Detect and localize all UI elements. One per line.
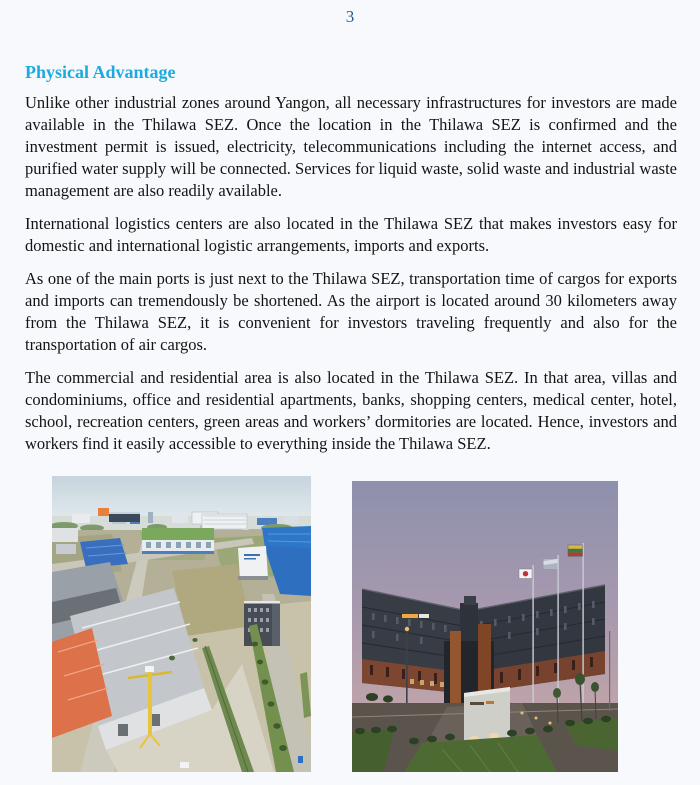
page-number: 3 (345, 7, 355, 26)
paragraph-logistics: International logistics centers are also located in the Thilawa SEZ that makes investors easy for domestic and international logistic arrangements, imports and exports. (25, 214, 677, 255)
paragraph-commercial-area: The commercial and residential area is also located in the Thilawa SEZ. In that area, villas and condominiums, office and residential apartments, banks, shopping centers, medical center, hotel, school, recreation centers, green areas and workers’ dormitories are located. Hence, investors and workers find it easily accessible to everything inside the Thilawa SEZ. (25, 368, 677, 453)
aerial-photo-illustration (52, 476, 311, 772)
paragraph-infrastructure: Unlike other industrial zones around Yangon, all necessary infrastructures for investors are made available in the Thilawa SEZ. Once the location in the Thilawa SEZ is confirmed and the investment permit is issued, electricity, telecommunications including the internet access, and purified water supply will be connected. Services for liquid waste, solid waste and industrial waste management are also readily available. (25, 93, 677, 200)
paragraph-transportation: As one of the main ports is just next to the Thilawa SEZ, transportation time of cargos for exports and imports can tremendously be shortened. As the airport is located around 30 kilometers away from the Thilawa SEZ, it is convenient for investors traveling frequently and also for the transportation of air cargos. (25, 269, 677, 354)
aerial-industrial-zone-photo (52, 476, 311, 772)
hotel-building-photo (352, 481, 618, 772)
japan-flag (519, 569, 532, 579)
page-content (0, 60, 700, 455)
hotel-photo-illustration (352, 481, 618, 772)
gray-flag (544, 559, 558, 569)
section-heading: Physical Advantage (25, 62, 176, 82)
striped-flag (568, 545, 583, 556)
